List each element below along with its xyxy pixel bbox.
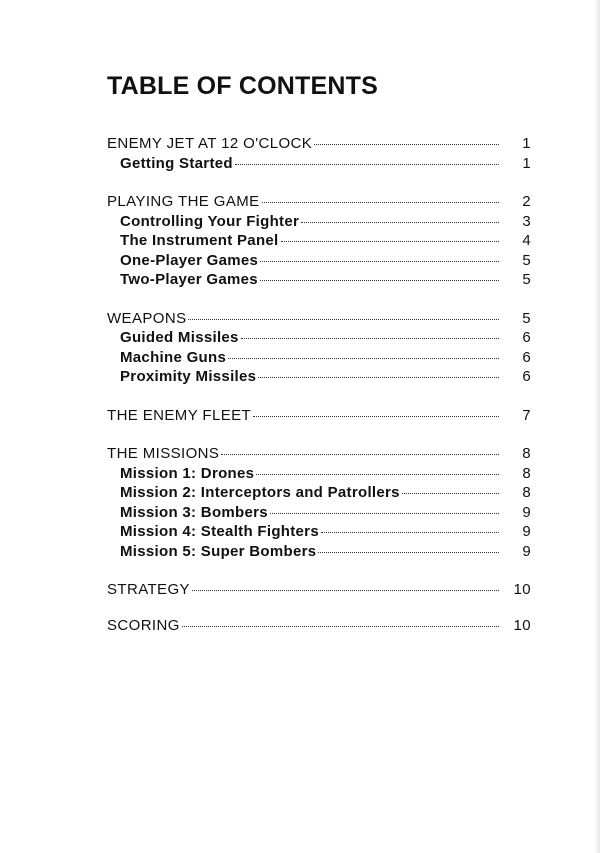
toc-entry-main[interactable]	[107, 444, 531, 464]
toc-entry-main[interactable]	[107, 192, 531, 212]
toc-entry-label: Mission 5: Super Bombers	[120, 542, 317, 560]
toc-entry-label: STRATEGY	[107, 581, 190, 598]
toc-page-number: 8	[522, 484, 531, 501]
toc-entry-sub[interactable]	[107, 464, 531, 484]
toc-entry-main[interactable]	[107, 580, 531, 600]
table-of-contents	[107, 134, 531, 654]
page-edge-shadow	[594, 0, 600, 853]
toc-entry-sub[interactable]	[107, 542, 531, 562]
dot-leader	[253, 416, 499, 417]
dot-leader	[260, 261, 499, 262]
dot-leader	[260, 280, 499, 281]
toc-section	[107, 406, 531, 426]
toc-page-number: 9	[522, 542, 531, 560]
toc-page-number: 3	[522, 212, 531, 230]
toc-entry-sub[interactable]	[107, 328, 531, 348]
toc-entry-label: Controlling Your Fighter	[120, 212, 300, 230]
toc-entry-label: The Instrument Panel	[120, 232, 279, 249]
toc-entry-label: Getting Started	[120, 154, 233, 172]
toc-entry-label: Mission 1: Drones	[120, 464, 255, 482]
toc-entry-sub[interactable]	[107, 212, 531, 232]
dot-leader	[262, 202, 499, 203]
toc-entry-main[interactable]	[107, 616, 531, 636]
toc-entry-label: Two-Player Games	[120, 271, 258, 288]
toc-entry-label: One-Player Games	[120, 251, 259, 269]
toc-entry-label: WEAPONS	[107, 309, 187, 327]
toc-entry-label: PLAYING THE GAME	[107, 193, 260, 210]
dot-leader	[228, 358, 499, 359]
toc-entry-label: Mission 2: Interceptors and Patrollers	[120, 484, 400, 501]
toc-page-number: 7	[522, 406, 531, 424]
dot-leader	[235, 164, 499, 165]
toc-entry-label: SCORING	[107, 616, 180, 634]
toc-page-number: 10	[513, 616, 531, 634]
toc-page-number: 6	[522, 348, 531, 366]
dot-leader	[221, 454, 499, 455]
toc-entry-sub[interactable]	[107, 251, 531, 271]
dot-leader	[402, 493, 499, 494]
toc-entry-label: THE MISSIONS	[107, 445, 220, 462]
page-title: TABLE OF CONTENTS	[107, 72, 378, 100]
toc-entry-label: THE ENEMY FLEET	[107, 406, 252, 424]
toc-page-number: 5	[522, 251, 531, 269]
toc-entry-sub[interactable]	[107, 348, 531, 368]
toc-entry-sub[interactable]	[107, 483, 531, 503]
toc-page-number: 5	[522, 271, 531, 288]
toc-page-number: 9	[522, 503, 531, 521]
toc-section	[107, 134, 531, 173]
toc-entry-sub[interactable]	[107, 522, 531, 542]
toc-page-number: 1	[522, 135, 531, 152]
toc-entry-sub[interactable]	[107, 154, 531, 174]
toc-page-number: 9	[522, 523, 531, 540]
dot-leader	[270, 513, 499, 514]
toc-entry-main[interactable]	[107, 309, 531, 329]
dot-leader	[182, 626, 499, 627]
toc-section	[107, 192, 531, 290]
toc-entry-label: ENEMY JET AT 12 O'CLOCK	[107, 135, 313, 152]
toc-entry-label: Guided Missiles	[120, 329, 239, 346]
toc-section	[107, 309, 531, 387]
toc-page-number: 5	[522, 309, 531, 327]
toc-entry-sub[interactable]	[107, 231, 531, 251]
toc-section	[107, 580, 531, 600]
toc-entry-main[interactable]	[107, 134, 531, 154]
dot-leader	[188, 319, 499, 320]
toc-page-number: 4	[522, 232, 531, 249]
dot-leader	[258, 377, 499, 378]
dot-leader	[192, 590, 499, 591]
toc-entry-sub[interactable]	[107, 367, 531, 387]
toc-page-number: 10	[513, 581, 531, 598]
dot-leader	[318, 552, 499, 553]
toc-entry-label: Mission 3: Bombers	[120, 503, 268, 521]
toc-page-number: 6	[522, 368, 531, 385]
toc-page-number: 8	[522, 464, 531, 482]
dot-leader	[301, 222, 499, 223]
toc-entry-sub[interactable]	[107, 270, 531, 290]
toc-entry-label: Mission 4: Stealth Fighters	[120, 523, 319, 540]
toc-page-number: 8	[522, 445, 531, 462]
toc-entry-label: Proximity Missiles	[120, 368, 257, 385]
toc-page-number: 6	[522, 329, 531, 346]
toc-page-number: 2	[522, 193, 531, 210]
toc-entry-sub[interactable]	[107, 503, 531, 523]
toc-entry-label: Machine Guns	[120, 348, 227, 366]
toc-entry-main[interactable]	[107, 406, 531, 426]
dot-leader	[256, 474, 499, 475]
dot-leader	[241, 338, 499, 339]
dot-leader	[321, 532, 499, 533]
toc-page-number: 1	[522, 154, 531, 172]
dot-leader	[281, 241, 499, 242]
dot-leader	[314, 144, 499, 145]
toc-section	[107, 616, 531, 636]
toc-section	[107, 444, 531, 561]
